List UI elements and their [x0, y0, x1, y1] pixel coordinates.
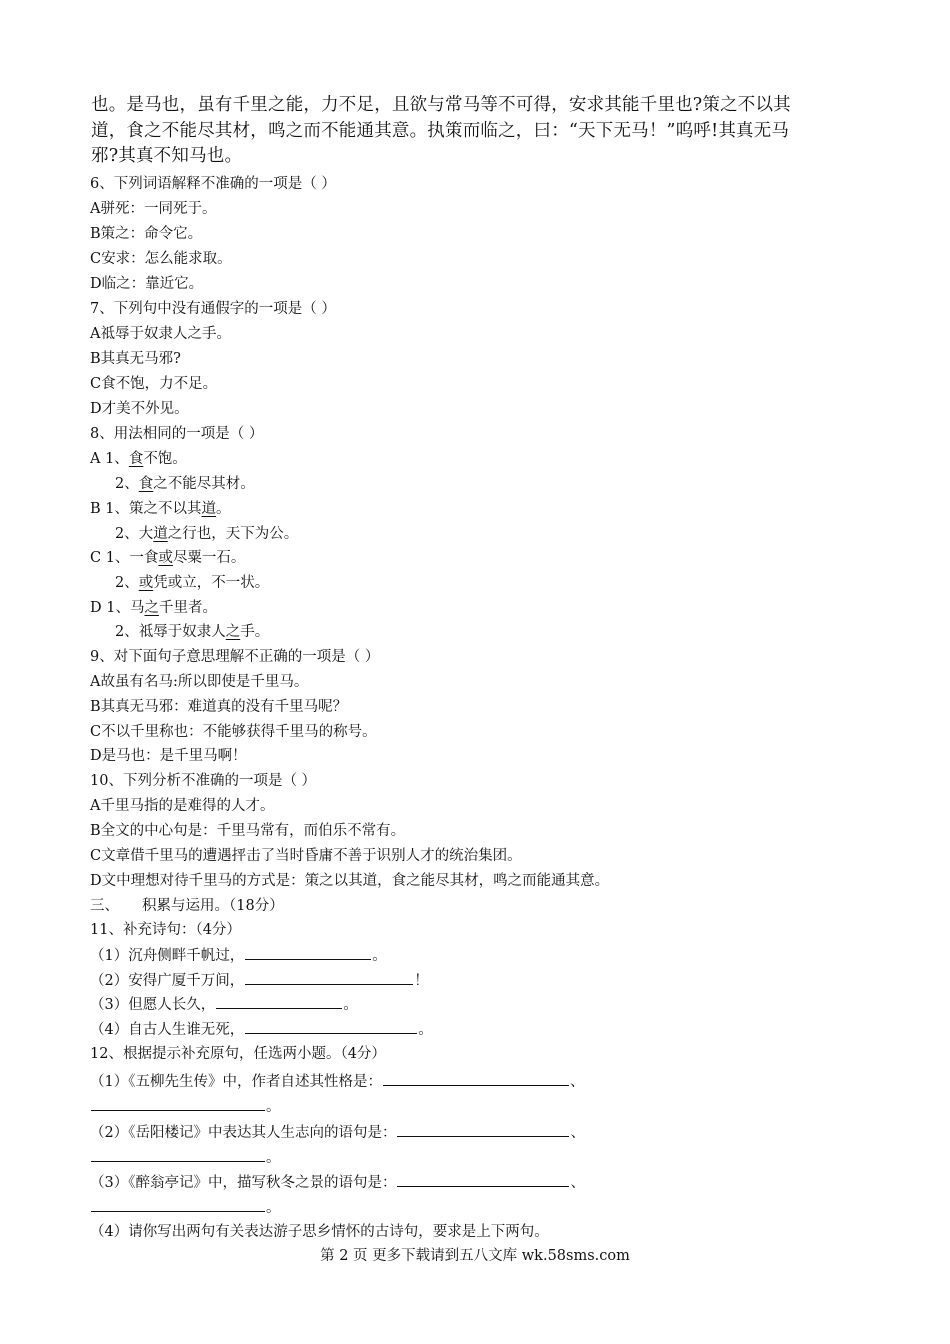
answer-blank[interactable]	[245, 970, 413, 985]
answer-blank[interactable]	[397, 1172, 569, 1187]
answer-blank[interactable]	[397, 1122, 569, 1137]
answer-blank[interactable]	[91, 1197, 265, 1212]
q10-option-c: C文章借千里马的遭遇抨击了当时昏庸不善于识别人才的统治集团。	[90, 848, 522, 864]
q12-item-1: （1）《五柳先生传》中，作者自述其性格是： 、	[90, 1071, 584, 1092]
q8-option-b1: B 1、策之不以其道。	[90, 501, 231, 517]
q8-option-a2: 2、食之不能尽其材。	[115, 476, 255, 492]
q9-option-c: C不以千里称也：不能够获得千里马的称号。	[90, 724, 377, 740]
q12-item-2-cont: 。	[90, 1147, 281, 1168]
q7-option-c: C食不饱，力不足。	[90, 376, 218, 392]
q8-option-c1: C 1、一食或尽粟一石。	[90, 550, 246, 566]
q11-item-4: （4）自古人生谁无死， 。	[90, 1019, 433, 1040]
answer-blank[interactable]	[216, 994, 342, 1009]
page-footer: 第 2 页 更多下载请到五八文库 wk.58sms.com	[320, 1248, 630, 1264]
q9-option-d: D是马也：是千里马啊！	[90, 748, 247, 764]
answer-blank[interactable]	[91, 1096, 265, 1111]
q10-option-b: B全文的中心句是：千里马常有，而伯乐不常有。	[90, 823, 406, 839]
q12-item-3-cont: 。	[90, 1197, 281, 1218]
q12-stem: 12、根据提示补充原句，任选两小题。（4分）	[90, 1046, 386, 1062]
q11-item-2: （2）安得广厦千万间， ！	[90, 970, 429, 991]
q9-option-a: A故虽有名马:所以即使是千里马。	[90, 674, 309, 690]
q8-option-b2: 2、大道之行也，天下为公。	[115, 526, 299, 542]
q6-option-a: A骈死：一同死于。	[90, 201, 217, 217]
q6-option-b: B策之：命令它。	[90, 226, 203, 242]
q7-option-d: D才美不外见。	[90, 401, 189, 417]
section3-heading: 三、 积累与运用。（18分）	[90, 898, 284, 914]
q9-option-b: B其真无马邪：难道真的没有千里马呢？	[90, 699, 348, 715]
q8-option-a1: A 1、食不饱。	[90, 451, 187, 467]
q11-stem: 11、补充诗句：（4分）	[90, 922, 241, 938]
q7-option-b: B其真无马邪?	[90, 351, 181, 367]
q8-option-c2: 2、或凭或立，不一状。	[115, 575, 270, 591]
passage-line: 道，食之不能尽其材，鸣之而不能通其意。执策而临之，曰：“天下无马！”呜呼!其真无马	[91, 120, 790, 141]
q8-option-d1: D 1、马之千里者。	[90, 600, 217, 616]
q12-item-1-cont: 。	[90, 1096, 281, 1117]
q6-stem: 6、下列词语解释不准确的一项是（ ）	[90, 176, 336, 192]
q10-stem: 10、下列分析不准确的一项是（ ）	[90, 773, 317, 789]
q8-stem: 8、用法相同的一项是（ ）	[90, 426, 264, 442]
q7-stem: 7、下列句中没有通假字的一项是（ ）	[90, 301, 336, 317]
q12-item-2: （2）《岳阳楼记》中表达其人生志向的语句是： 、	[90, 1122, 585, 1143]
q10-option-a: A千里马指的是难得的人才。	[90, 798, 275, 814]
answer-blank[interactable]	[245, 945, 371, 960]
answer-blank[interactable]	[91, 1147, 265, 1162]
classical-passage	[91, 93, 863, 170]
passage-line: 也。是马也，虽有千里之能，力不足，且欲与常马等不可得，安求其能千里也?策之不以其	[91, 95, 791, 115]
answer-blank[interactable]	[383, 1071, 569, 1086]
q9-stem: 9、对下面句子意思理解不正确的一项是（ ）	[90, 649, 380, 665]
q12-item-4: （4）请你写出两句有关表达游子思乡情怀的古诗句，要求是上下两句。	[90, 1224, 549, 1240]
q10-option-d: D文中理想对待千里马的方式是：策之以其道，食之能尽其材，鸣之而能通其意。	[90, 873, 610, 889]
q8-option-d2: 2、祗辱于奴隶人之手。	[115, 624, 270, 640]
q11-item-3: （3）但愿人长久， 。	[90, 994, 358, 1015]
answer-blank[interactable]	[245, 1019, 417, 1034]
passage-line: 邪?其真不知马也。	[91, 146, 243, 166]
q7-option-a: A祗辱于奴隶人之手。	[90, 326, 231, 342]
q11-item-1: （1）沉舟侧畔千帆过， 。	[90, 945, 387, 966]
q6-option-c: C安求：怎么能求取。	[90, 251, 232, 267]
q6-option-d: D临之：靠近它。	[90, 276, 204, 292]
q12-item-3: （3）《醉翁亭记》中，描写秋冬之景的语句是： 、	[90, 1172, 585, 1193]
